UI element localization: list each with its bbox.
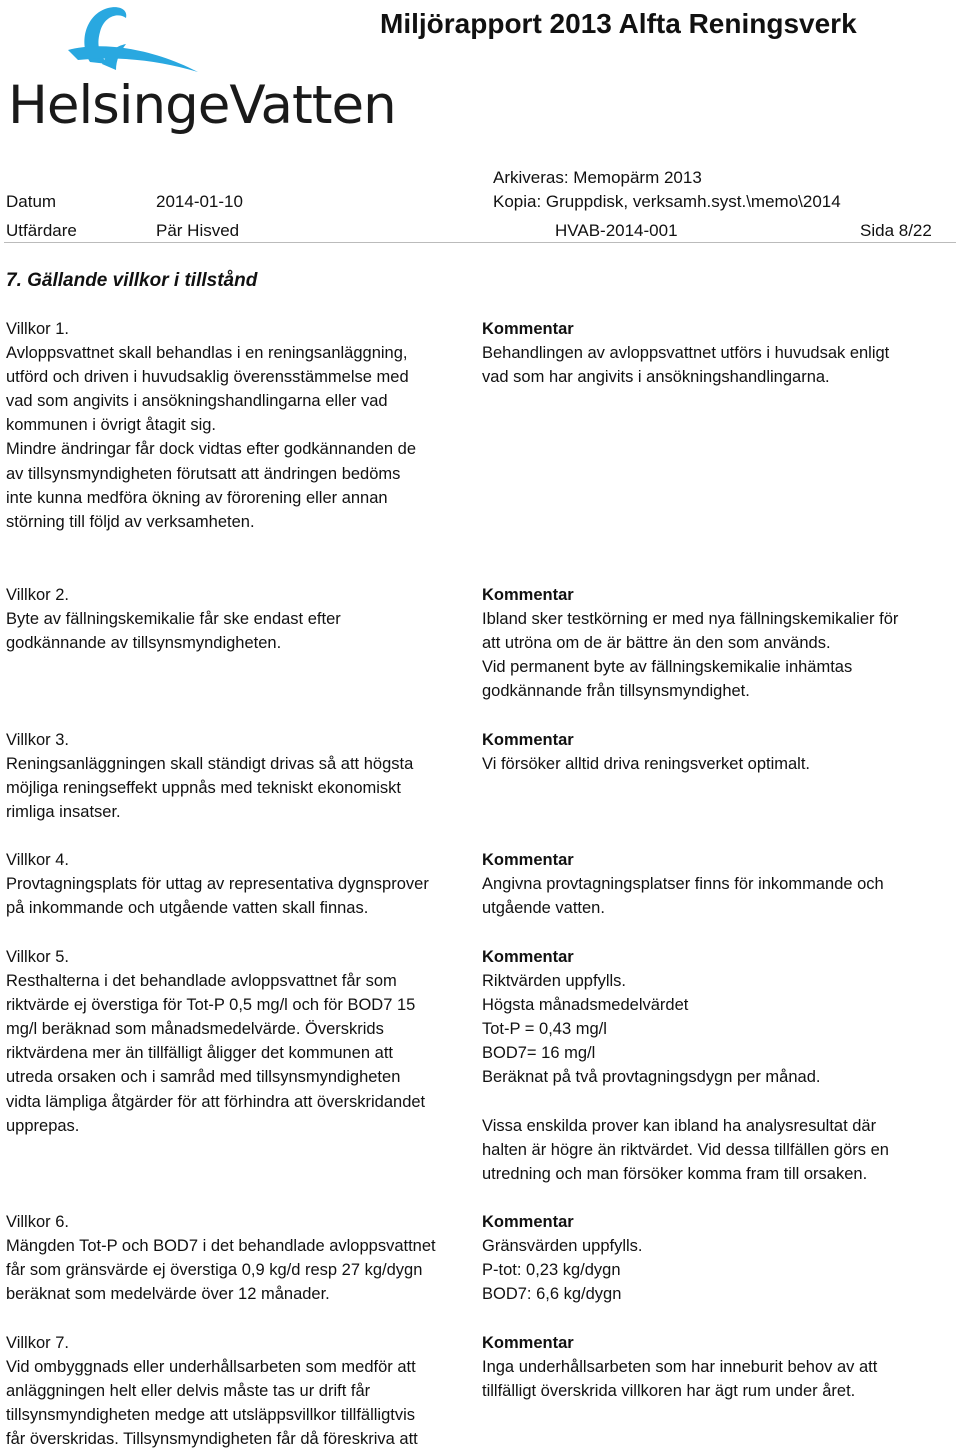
comment-spacer	[482, 1090, 952, 1114]
comment-text-line: Ibland sker testkörning er med nya fällningskemikalier för	[482, 610, 899, 629]
condition-title: Villkor 3.	[6, 731, 69, 749]
condition-text-line: riktvärdena mer än tillfälligt åligger det kommunen att	[6, 1044, 394, 1063]
condition-text-line: vad som angivits i ansökningshandlingarna eller vad	[6, 392, 388, 411]
comment-title: Kommentar	[482, 1334, 574, 1352]
condition-4	[6, 848, 478, 920]
comment-text-line: P-tot: 0,23 kg/dygn	[482, 1261, 621, 1280]
condition-title: Villkor 6.	[6, 1213, 69, 1231]
condition-text-line: godkännande av tillsynsmyndigheten.	[6, 634, 282, 653]
comment-text-line: Högsta månadsmedelvärdet	[482, 996, 689, 1015]
condition-text-line: Vid ombyggnads eller underhållsarbeten som medför att	[6, 1358, 416, 1377]
condition-text-line: Reningsanläggningen skall ständigt drivas så att högsta	[6, 755, 414, 774]
comment-text-line: Riktvärden uppfylls.	[482, 972, 626, 991]
condition-text-line: av tillsynsmyndigheten förutsatt att ändringen bedöms	[6, 464, 401, 483]
comment-title: Kommentar	[482, 948, 574, 966]
condition-text-line: anläggningen helt eller delvis måste tas ur drift får	[6, 1382, 371, 1401]
comment-title: Kommentar	[482, 320, 574, 338]
condition-title: Villkor 4.	[6, 851, 69, 869]
comment-text-line: Gränsvärden uppfylls.	[482, 1237, 643, 1256]
condition-1	[6, 317, 478, 534]
comment-text-line: utredning och man försöker komma fram till orsaken.	[482, 1164, 868, 1183]
comment-text-line: BOD7: 6,6 kg/dygn	[482, 1285, 622, 1304]
condition-text-line: inte kunna medföra ökning av förorening eller annan	[6, 488, 388, 507]
comment-text-line: att utröna om de är bättre än den som används.	[482, 634, 831, 653]
condition-text-line: får överskridas. Tillsynsmyndigheten får då föreskriva att	[6, 1430, 418, 1449]
condition-7	[6, 1331, 478, 1451]
header-divider	[4, 242, 956, 243]
comment-text-line: halten är högre än riktvärdet. Vid dessa tillfällen görs en	[482, 1140, 889, 1159]
condition-title: Villkor 2.	[6, 586, 69, 604]
condition-text-line: Byte av fällningskemikalie får ske endast efter	[6, 610, 341, 629]
page-number: Sida 8/22	[860, 221, 932, 240]
condition-text-line: Mindre ändringar får dock vidtas efter godkännanden de	[6, 440, 417, 459]
issuer-label: Utfärdare	[6, 221, 77, 240]
condition-7-comment	[482, 1331, 952, 1403]
comment-text-line: Tot-P = 0,43 mg/l	[482, 1020, 607, 1039]
comment-text-line: utgående vatten.	[482, 899, 605, 918]
condition-6	[6, 1210, 478, 1306]
comment-text-line: Beräknat på två provtagningsdygn per månad.	[482, 1068, 821, 1087]
condition-text-line: får som gränsvärde ej överstiga 0,9 kg/d resp 27 kg/dygn	[6, 1261, 423, 1280]
condition-text-line: kommunen i övrigt åtagit sig.	[6, 416, 217, 435]
condition-text-line: på inkommande och utgående vatten skall finnas.	[6, 899, 369, 918]
condition-5	[6, 945, 478, 1138]
comment-title: Kommentar	[482, 731, 574, 749]
condition-2-comment	[482, 583, 952, 703]
document-id: HVAB-2014-001	[555, 221, 678, 240]
comment-text-line: godkännande från tillsynsmyndighet.	[482, 682, 750, 701]
comment-text-line: BOD7= 16 mg/l	[482, 1044, 596, 1063]
copy-label: Kopia: Gruppdisk, verksamh.syst.\memo\2014	[493, 192, 841, 211]
comment-text-line: Inga underhållsarbeten som har inneburit behov av att	[482, 1358, 878, 1377]
comment-text-line: Vid permanent byte av fällningskemikalie inhämtas	[482, 658, 853, 677]
condition-6-comment	[482, 1210, 952, 1306]
condition-title: Villkor 5.	[6, 948, 69, 966]
comment-title: Kommentar	[482, 851, 574, 869]
condition-5-comment	[482, 945, 952, 1186]
date-label: Datum	[6, 192, 57, 211]
condition-text-line: Avloppsvattnet skall behandlas i en reningsanläggning,	[6, 344, 408, 363]
document-title: Miljörapport 2013 Alfta Reningsverk	[380, 8, 857, 39]
date-value: 2014-01-10	[156, 192, 243, 211]
condition-text-line: Mängden Tot-P och BOD7 i det behandlade avloppsvattnet	[6, 1237, 436, 1256]
comment-title: Kommentar	[482, 1213, 574, 1231]
condition-title: Villkor 1.	[6, 320, 69, 338]
logo-text: HelsingeVatten	[8, 75, 396, 136]
comment-text-line: Vissa enskilda prover kan ibland ha analysresultat där	[482, 1116, 877, 1135]
condition-text-line: utförd och driven i huvudsaklig överensstämmelse med	[6, 368, 409, 387]
condition-1-comment	[482, 317, 952, 389]
section-heading: 7. Gällande villkor i tillstånd	[6, 270, 258, 291]
condition-text-line: beräknat som medelvärde över 12 månader.	[6, 1285, 330, 1304]
helsinge-vatten-logo-icon	[8, 2, 208, 86]
condition-text-line: vidta lämpliga åtgärder för att förhindra att överskridandet	[6, 1092, 426, 1111]
condition-4-comment	[482, 848, 952, 920]
condition-3-comment	[482, 728, 952, 776]
condition-text-line: möjliga reningseffekt uppnås med tekniskt ekonomiskt	[6, 779, 401, 798]
condition-3	[6, 728, 478, 824]
condition-text-line: upprepas.	[6, 1116, 80, 1135]
comment-text-line: Angivna provtagningsplatser finns för inkommande och	[482, 875, 884, 894]
condition-text-line: mg/l beräknad som månadsmedelvärde. Överskrids	[6, 1020, 384, 1039]
issuer-value: Pär Hisved	[156, 221, 240, 240]
condition-title: Villkor 7.	[6, 1334, 69, 1352]
condition-text-line: tillsynsmyndigheten medge att utsläppsvillkor tillfälligtvis	[6, 1406, 416, 1425]
condition-text-line: utreda orsaken och i samråd med tillsynsmyndigheten	[6, 1068, 401, 1087]
comment-text-line: Behandlingen av avloppsvattnet utförs i huvudsak enligt	[482, 344, 890, 363]
condition-text-line: riktvärde ej överstiga för Tot-P 0,5 mg/l och för BOD7 15	[6, 996, 416, 1015]
comment-title: Kommentar	[482, 586, 574, 604]
condition-2	[6, 583, 478, 655]
comment-text-line: vad som har angivits i ansökningshandlingarna.	[482, 368, 830, 387]
condition-text-line: Provtagningsplats för uttag av representativa dygnsprover	[6, 875, 429, 894]
condition-text-line: rimliga insatser.	[6, 803, 121, 822]
archive-label: Arkiveras: Memopärm 2013	[493, 168, 702, 187]
condition-text-line: Resthalterna i det behandlade avloppsvattnet får som	[6, 972, 397, 991]
comment-text-line: Vi försöker alltid driva reningsverket optimalt.	[482, 755, 811, 774]
condition-text-line: störning till följd av verksamheten.	[6, 512, 255, 531]
comment-text-line: tillfälligt överskrida villkoren har ägt rum under året.	[482, 1382, 856, 1401]
